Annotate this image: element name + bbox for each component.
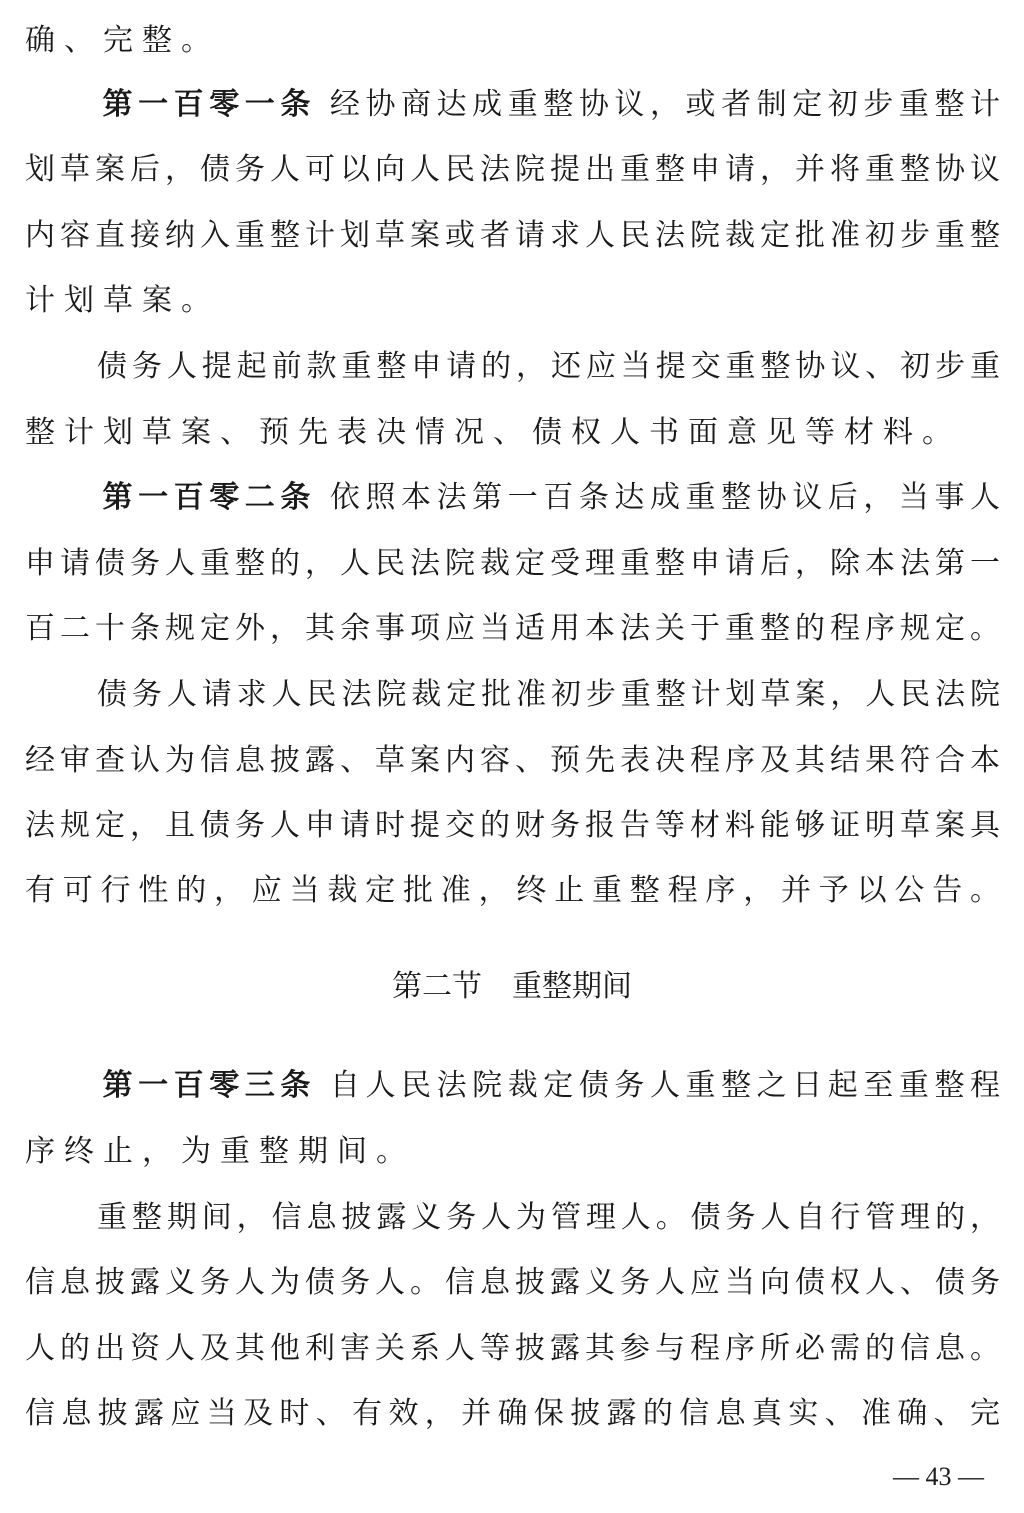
text-line: 划草案后，债务人可以向人民法院提出重整申请，并将重整协议 [25,152,1000,187]
text-line: 序终止，为重整期间。 [25,1134,415,1169]
text-line: 债务人提起前款重整申请的，还应当提交重整协议、初步重 [97,349,1000,384]
article-102-title: 第一百零二条 [97,480,316,515]
article-102-first-line [25,473,1000,523]
text-line: 信息披露应当及时、有效，并确保披露的信息真实、准确、完 [25,1396,1000,1431]
article-101-text: 经协商达成重整协议，或者制定初步重整计 [329,87,1001,122]
article-103-text: 自人民法院裁定债务人重整之日起至重整程 [329,1068,1001,1103]
text-line: 重整期间，信息披露义务人为管理人。债务人自行管理的， [97,1200,1000,1235]
text-line: 信息披露义务人为债务人。信息披露义务人应当向债权人、债务 [25,1265,1000,1300]
text-line: 有可行性的，应当裁定批准，终止重整程序，并予以公告。 [25,873,1000,908]
article-103-first-line [25,1061,1000,1111]
article-101-first-line [25,80,1000,130]
text-line: 经审查认为信息披露、草案内容、预先表决程序及其结果符合本 [25,743,1000,778]
text-line: 债务人请求人民法院裁定批准初步重整计划草案，人民法院 [97,677,1000,712]
text-line: 申请债务人重整的，人民法院裁定受理重整申请后，除本法第一 [25,546,1000,581]
article-103-title: 第一百零三条 [97,1068,316,1103]
page-number: — 43 — [893,1462,984,1491]
text-line: 确、完整。 [25,23,220,58]
text-line: 百二十条规定外，其余事项应当适用本法关于重整的程序规定。 [25,611,1000,646]
article-102-text: 依照本法第一百条达成重整协议后，当事人 [329,480,1001,515]
article-101-title: 第一百零一条 [97,87,316,122]
text-line: 法规定，且债务人申请时提交的财务报告等材料能够证明草案具 [25,808,1000,843]
section-heading: 第二节 重整期间 [392,969,632,1004]
text-line: 整计划草案、预先表决情况、债权人书面意见等材料。 [25,415,961,450]
text-line: 人的出资人及其他利害关系人等披露其参与程序所必需的信息。 [25,1331,1000,1366]
text-line: 内容直接纳入重整计划草案或者请求人民法院裁定批准初步重整 [25,218,1000,253]
text-line: 计划草案。 [25,283,220,318]
